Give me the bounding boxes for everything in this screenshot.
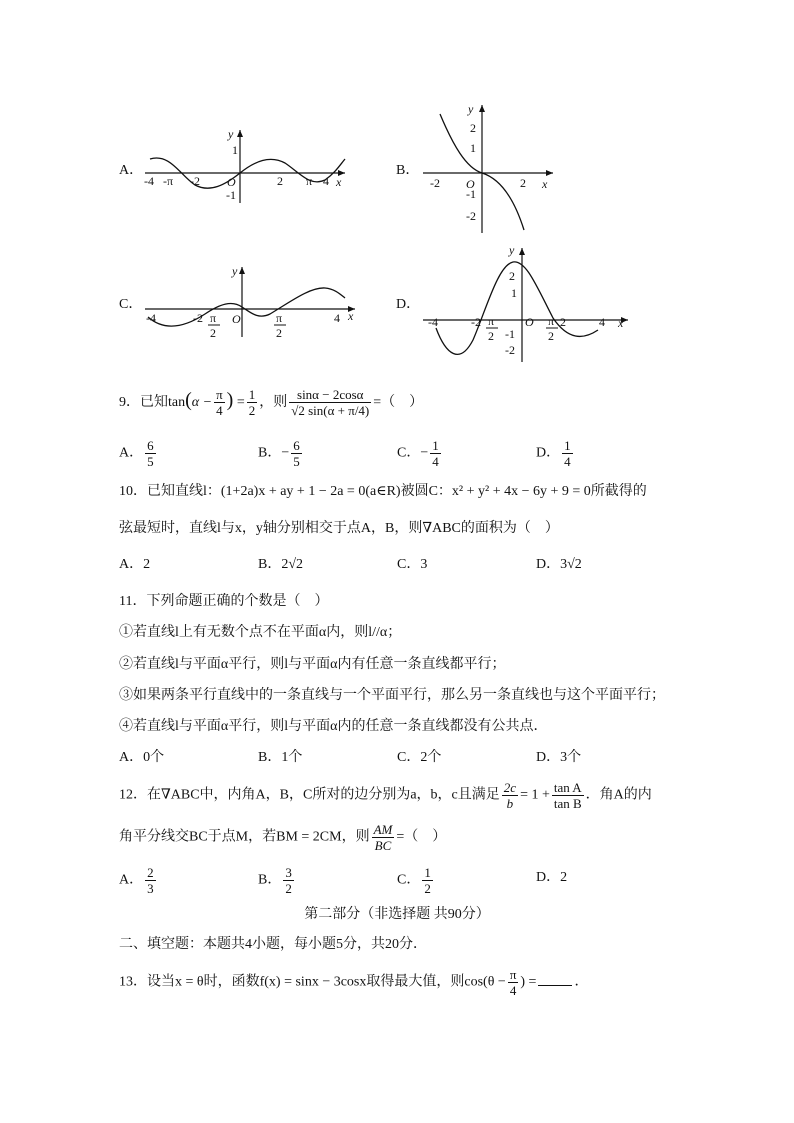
part2-title: 第二部分（非选择题 共90分） bbox=[304, 907, 490, 922]
q12-option-c: C． $\frac{1}{2}$ bbox=[397, 865, 431, 896]
tick-d-yneg1: -1 bbox=[505, 327, 515, 341]
q10-line2: 弦最短时，直线l与x，y轴分别相交于点A，B，则∇ABC的面积为（ ） bbox=[119, 521, 559, 536]
q12-option-b: B． $\frac{3}{2}$ bbox=[258, 865, 292, 896]
tick-b-neg2: -2 bbox=[430, 176, 440, 190]
q9-option-a: A． $\frac{6}{5}$ bbox=[119, 438, 154, 469]
tick-d-x2: 2 bbox=[560, 315, 566, 329]
q9-stem: 9．已知tan(α − $\frac{\pi}{4}$ ) = $\frac{1}{2}$ ，则 $\frac{\sin\alpha - 2\cos\alpha}{√2 \sin(\alpha + \pi/4)}$ =（ ） bbox=[119, 387, 424, 419]
q11-item-2: ②若直线l与平面α平行，则l与平面α内有任意一条直线都平行； bbox=[119, 657, 506, 672]
graph-b bbox=[418, 100, 558, 235]
tick-a-1: 1 bbox=[232, 143, 238, 157]
graph-a bbox=[140, 125, 350, 205]
q11-option-a: A．0个 bbox=[119, 750, 165, 765]
option-d-label: D． bbox=[396, 297, 421, 312]
graph-d bbox=[418, 240, 633, 365]
tick-d-neg2: -2 bbox=[471, 315, 481, 329]
tick-b-y1: 1 bbox=[470, 141, 476, 155]
q11-item-3: ③如果两条平行直线中的一条直线与一个平面平行，那么另一条直线也与这个平面平行； bbox=[119, 688, 665, 703]
tick-a-origin: O bbox=[227, 175, 236, 189]
q11-option-b: B．1个 bbox=[258, 750, 303, 765]
q13-answer-blank[interactable] bbox=[538, 985, 572, 986]
q9-main-fraction: $\frac{\sin\alpha - 2\cos\alpha}{√2 \sin(\alpha + \pi/4)}$ bbox=[291, 387, 370, 419]
tick-d-yneg2: -2 bbox=[505, 343, 515, 357]
tick-c-origin: O bbox=[232, 312, 241, 326]
q12-option-d: D．2 bbox=[536, 870, 568, 885]
graph-c bbox=[140, 262, 365, 342]
tick-a-negpi: -π bbox=[163, 174, 174, 188]
tick-b-2: 2 bbox=[520, 176, 526, 190]
tick-b-origin: O bbox=[466, 177, 475, 191]
axis-a-y: y bbox=[228, 127, 234, 141]
option-b-label: B． bbox=[396, 163, 420, 178]
q10-line1: 10．已知直线l：(1+2a)x + ay + 1 − 2a = 0(a∈R)被圆C：x² + y² + 4x − 6y + 9 = 0所截得的 bbox=[119, 484, 647, 499]
q12-option-a: A． $\frac{2}{3}$ bbox=[119, 865, 154, 896]
tick-d-neg4: -4 bbox=[428, 315, 438, 329]
q9-option-d: D． $\frac{1}{4}$ bbox=[536, 438, 571, 469]
tick-a-neg2: -2 bbox=[190, 174, 200, 188]
tick-d-origin: O bbox=[525, 315, 534, 329]
q11-item-1: ①若直线l上有无数个点不在平面α内，则l//α； bbox=[119, 625, 402, 640]
axis-b-y: y bbox=[468, 102, 474, 116]
tick-c-neg4: -4 bbox=[146, 311, 156, 325]
option-c-label: C． bbox=[119, 297, 143, 312]
tick-a-pi: π bbox=[306, 174, 313, 188]
tick-c-pi: π bbox=[276, 311, 283, 325]
tick-b-yneg2: -2 bbox=[466, 209, 476, 223]
axis-d-x: x bbox=[618, 316, 624, 330]
axis-d-y: y bbox=[509, 243, 515, 257]
tick-c-4: 4 bbox=[334, 311, 340, 325]
q11-option-c: C．2个 bbox=[397, 750, 442, 765]
q10-option-c: C．3 bbox=[397, 557, 428, 572]
tick-c-neg2: -2 bbox=[193, 311, 203, 325]
q11-option-d: D．3个 bbox=[536, 750, 582, 765]
tick-a-4: 4 bbox=[323, 174, 329, 188]
tick-d-pi-neg: π bbox=[488, 314, 495, 328]
tick-c-2-neg: 2 bbox=[210, 326, 216, 340]
tick-d-pi: π bbox=[548, 314, 555, 328]
tick-d-y1: 1 bbox=[511, 286, 517, 300]
q11-item-4: ④若直线l与平面α平行，则l与平面α内的任意一条直线都没有公共点． bbox=[119, 719, 548, 734]
axis-b-x: x bbox=[542, 177, 548, 191]
option-a-label: A． bbox=[119, 163, 144, 178]
q12-line1: 12．在∇ABC中，内角A，B，C所对的边分别为a，b，c且满足 $\frac{2c}{b}$ = 1 + $\frac{\text{tan A}}{\text{tan B}}$ ．角A的内 bbox=[119, 780, 652, 811]
tick-b-yneg1: -1 bbox=[466, 187, 476, 201]
tick-d-2: 2 bbox=[548, 329, 554, 343]
q12-line2: 角平分线交BC于点M，若BM = 2CM，则 $\frac{AM}{BC}$ =（ ） bbox=[119, 822, 447, 853]
q9-option-b: B．− $\frac{6}{5}$ bbox=[258, 438, 300, 469]
axis-a-x: x bbox=[336, 175, 342, 189]
q9-option-c: C．− $\frac{1}{4}$ bbox=[397, 438, 439, 469]
tick-a-neg4: -4 bbox=[144, 174, 154, 188]
q13: 13．设当x = θ时，函数f(x) = sinx − 3cosx取得最大值，则cos(θ − $\frac{\pi}{4}$ ) = ． bbox=[119, 967, 589, 998]
q10-option-a: A．2 bbox=[119, 557, 151, 572]
tick-c-pi-neg: π bbox=[210, 311, 217, 325]
axis-c-y: y bbox=[232, 264, 238, 278]
tick-d-y2: 2 bbox=[509, 269, 515, 283]
tick-d-4: 4 bbox=[599, 315, 605, 329]
q10-option-b: B．2√2 bbox=[258, 557, 304, 572]
q10-option-d: D．3√2 bbox=[536, 557, 582, 572]
axis-c-x: x bbox=[348, 309, 354, 323]
tick-a-neg1: -1 bbox=[226, 188, 236, 202]
tick-a-2: 2 bbox=[277, 174, 283, 188]
tick-b-y2: 2 bbox=[470, 121, 476, 135]
tick-d-2-neg: 2 bbox=[488, 329, 494, 343]
section-fill-blank: 二、填空题：本题共4小题，每小题5分，共20分． bbox=[119, 937, 427, 952]
q11-stem: 11．下列命题正确的个数是（ ） bbox=[119, 594, 329, 609]
tick-c-2: 2 bbox=[276, 326, 282, 340]
